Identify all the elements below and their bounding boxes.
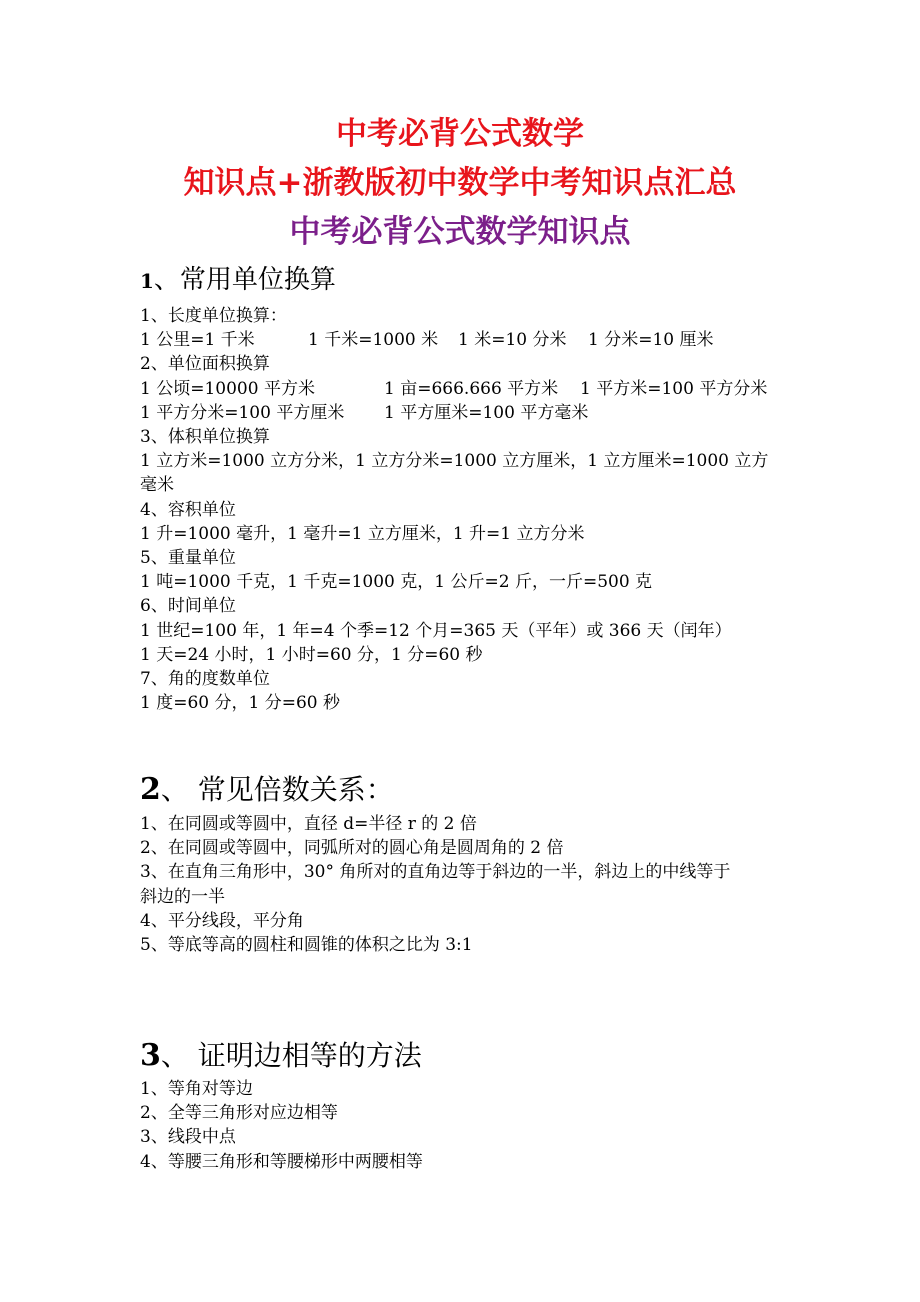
subtitle: 知识点+浙教版初中数学中考知识点汇总 bbox=[183, 165, 737, 201]
section-title: 、常用单位换算 bbox=[153, 265, 336, 295]
text-line bbox=[140, 691, 800, 715]
text-cell: 2、全等三角形对应边相等 bbox=[140, 1103, 338, 1124]
text-line bbox=[140, 352, 800, 376]
text-cell: 3、线段中点 bbox=[140, 1127, 236, 1148]
section-title: 、 证明边相等的方法 bbox=[160, 1039, 422, 1072]
text-line bbox=[140, 1125, 800, 1149]
text-cell: 5、等底等高的圆柱和圆锥的体积之比为 3:1 bbox=[140, 935, 473, 955]
text-cell: 1 世纪=100 年，1 年=4 个季=12 个月=365 天（平年）或 366 天（闰年） bbox=[140, 620, 732, 641]
subtitle-purple: 中考必背公式数学知识点 bbox=[289, 214, 631, 250]
text-line bbox=[140, 546, 800, 570]
text-line bbox=[140, 304, 800, 328]
text-cell: 4、容积单位 bbox=[140, 499, 236, 520]
text-cell: 1 升=1000 毫升，1 毫升=1 立方厘米，1 升=1 立方分米 bbox=[140, 523, 585, 544]
text-line bbox=[140, 643, 800, 667]
text-cell: 1 米=10 分米 bbox=[458, 330, 567, 351]
text-cell: 1 天=24 小时，1 小时=60 分，1 分=60 秒 bbox=[140, 644, 483, 665]
text-line bbox=[140, 594, 800, 618]
text-cell: 1 亩=666.666 平方米 bbox=[384, 378, 559, 399]
text-cell: 1 度=60 分，1 分=60 秒 bbox=[140, 693, 340, 714]
text-cell: 7、角的度数单位 bbox=[140, 669, 270, 689]
text-line bbox=[140, 377, 800, 401]
text-cell: 1 分米=10 厘米 bbox=[588, 330, 714, 351]
text-cell: 1、在同圆或等圆中，直径 d=半径 r 的 2 倍 bbox=[140, 814, 477, 834]
text-line bbox=[140, 498, 800, 522]
section-3-heading bbox=[140, 1036, 422, 1076]
main-title: 中考必背公式数学 bbox=[336, 116, 584, 152]
text-cell: 2、在同圆或等圆中，同弧所对的圆心角是圆周角的 2 倍 bbox=[140, 838, 564, 859]
text-cell: 1 平方分米=100 平方厘米 bbox=[140, 402, 345, 423]
text-line bbox=[140, 401, 800, 425]
section-number: 2 bbox=[140, 772, 161, 807]
text-cell: 1、等角对等边 bbox=[140, 1079, 253, 1099]
text-cell: 3、体积单位换算 bbox=[140, 427, 270, 447]
text-line bbox=[140, 473, 800, 497]
text-line bbox=[140, 667, 800, 691]
text-cell: 斜边的一半 bbox=[140, 886, 225, 907]
section-2-heading bbox=[140, 770, 394, 810]
text-line bbox=[140, 836, 800, 860]
text-line bbox=[140, 449, 800, 473]
text-cell: 毫米 bbox=[140, 475, 174, 496]
text-line bbox=[140, 619, 800, 643]
text-line bbox=[140, 1101, 800, 1125]
text-cell: 1 千米=1000 米 bbox=[308, 330, 439, 351]
section-1-heading bbox=[140, 262, 336, 299]
text-cell: 5、重量单位 bbox=[140, 548, 236, 568]
text-line bbox=[140, 425, 800, 449]
text-cell: 4、平分线段，平分角 bbox=[140, 910, 304, 931]
text-line bbox=[140, 885, 800, 909]
text-line bbox=[140, 1077, 800, 1101]
text-cell: 1 公里=1 千米 bbox=[140, 330, 255, 351]
text-line bbox=[140, 570, 800, 594]
section-title: 、 常见倍数关系： bbox=[160, 773, 394, 806]
section-number: 1 bbox=[140, 269, 154, 293]
text-line bbox=[140, 522, 800, 546]
text-cell: 6、时间单位 bbox=[140, 596, 236, 617]
text-cell: 1、长度单位换算： bbox=[140, 306, 287, 326]
text-cell: 4、等腰三角形和等腰梯形中两腰相等 bbox=[140, 1151, 423, 1172]
text-cell: 1 吨=1000 千克，1 千克=1000 克，1 公斤=2 斤，一斤=500 克 bbox=[140, 572, 653, 593]
text-cell: 3、在直角三角形中，30° 角所对的直角边等于斜边的一半，斜边上的中线等于 bbox=[140, 862, 731, 883]
text-cell: 1 平方厘米=100 平方毫米 bbox=[384, 402, 589, 423]
section-number: 3 bbox=[140, 1038, 161, 1073]
text-cell: 2、单位面积换算 bbox=[140, 354, 270, 375]
text-line bbox=[140, 328, 800, 352]
text-line bbox=[140, 860, 800, 884]
text-line bbox=[140, 909, 800, 933]
text-cell: 1 公顷=10000 平方米 bbox=[140, 378, 315, 399]
text-line bbox=[140, 933, 800, 957]
text-cell: 1 立方米=1000 立方分米，1 立方分米=1000 立方厘米，1 立方厘米=1000 立方 bbox=[140, 451, 769, 472]
text-cell: 1 平方米=100 平方分米 bbox=[580, 378, 768, 399]
text-line bbox=[140, 1150, 800, 1174]
text-line bbox=[140, 812, 800, 836]
